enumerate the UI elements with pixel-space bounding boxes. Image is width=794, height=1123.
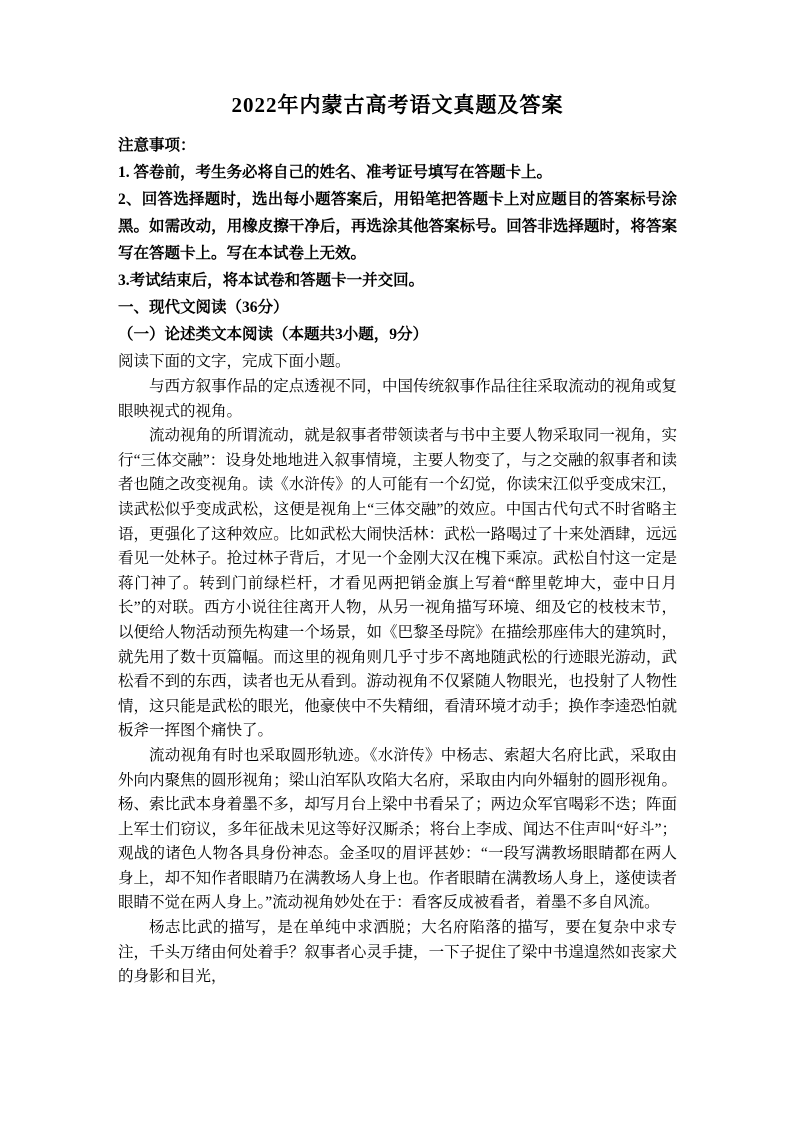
notice-section	[118, 132, 677, 294]
reading-instruction: 阅读下面的文字，完成下面小题。	[118, 353, 351, 370]
notice-item-1: 1. 答卷前，考生务必将自己的姓名、准考证号填写在答题卡上。	[118, 164, 553, 181]
passage-paragraph-3: 流动视角有时也采取圆形轨迹。《水浒传》中杨志、索超大名府比武，采取由外向内聚焦的圆形视角；梁山泊军队攻陷大名府，采取由内向外辐射的圆形视角。杨、索比武本身着墨不多，却写月台上梁中书看呆了；两边众军官喝彩不迭；阵面上军士们窃议，多年征战未见这等好汉厮杀；将台上李成、闻达不住声叫“好斗”；观战的诸色人物各具身份神态。金圣叹的眉评甚妙：“一段写满教场眼睛都在两人身上，却不知作者眼睛乃在满教场人身上也。作者眼睛在满教场人身上，遂使读者眼睛不觉在两人身上。”流动视角妙处在于：看客反成被看者，着墨不多自风流。	[118, 746, 677, 912]
subsection-heading-argumentative-text: （一）论述类文本阅读（本题共3小题，9分）	[118, 326, 429, 343]
section-heading-modern-reading: 一、现代文阅读（36分）	[118, 299, 289, 316]
notice-item-2: 2、回答选择题时，选出每小题答案后，用铅笔把答题卡上对应题目的答案标号涂黑。如需改动，用橡皮擦干净后，再选涂其他答案标号。回答非选择题时，将答案写在答题卡上。写在本试卷上无效。	[118, 191, 677, 262]
passage-paragraph-2: 流动视角的所谓流动，就是叙事者带领读者与书中主要人物采取同一视角，实行“三体交融”：设身处地地进入叙事情境，主要人物变了，与之交融的叙事者和读者也随之改变视角。读《水浒传》的人可能有一个幻觉，你读宋江似乎变成宋江，读武松似乎变成武松，这便是视角上“三体交融”的效应。中国古代句式不时省略主语，更强化了这种效应。比如武松大闹快活林：武松一路喝过了十来处酒肆，远远看见一处林子。抢过林子背后，才见一个金刚大汉在槐下乘凉。武松自忖这一定是蒋门神了。转到门前绿栏杆，才看见两把销金旗上写着“醉里乾坤大，壶中日月长”的对联。西方小说往往离开人物，从另一视角描写环境、细及它的枝枝末节，以便给人物活动预先构建一个场景，如《巴黎圣母院》在描绘那座伟大的建筑时，就先用了数十页篇幅。而这里的视角则几乎寸步不离地随武松的行迹眼光游动，武松看不到的东西，读者也无从看到。游动视角不仅紧随人物眼光，也投射了人物性情，这只能是武松的眼光，他豪侠中不失精细，看清环境才动手；换作李逵恐怕就板斧一挥图个痛快了。	[118, 427, 677, 740]
document-title: 2022年内蒙古高考语文真题及答案	[231, 93, 564, 117]
passage-paragraph-1: 与西方叙事作品的定点透视不同，中国传统叙事作品往往采取流动的视角或复眼映视式的视角。	[118, 378, 677, 420]
notice-item-3: 3.考试结束后，将本试卷和答题卡一并交回。	[118, 272, 425, 289]
passage-paragraph-4: 杨志比武的描写，是在单纯中求洒脱；大名府陷落的描写，要在复杂中求专注，千头万绪由何处着手？叙事者心灵手捷，一下子捉住了梁中书遑遑然如丧家犬的身影和目光，	[118, 919, 677, 986]
notice-heading: 注意事项：	[118, 137, 196, 154]
reading-passage	[118, 375, 677, 990]
